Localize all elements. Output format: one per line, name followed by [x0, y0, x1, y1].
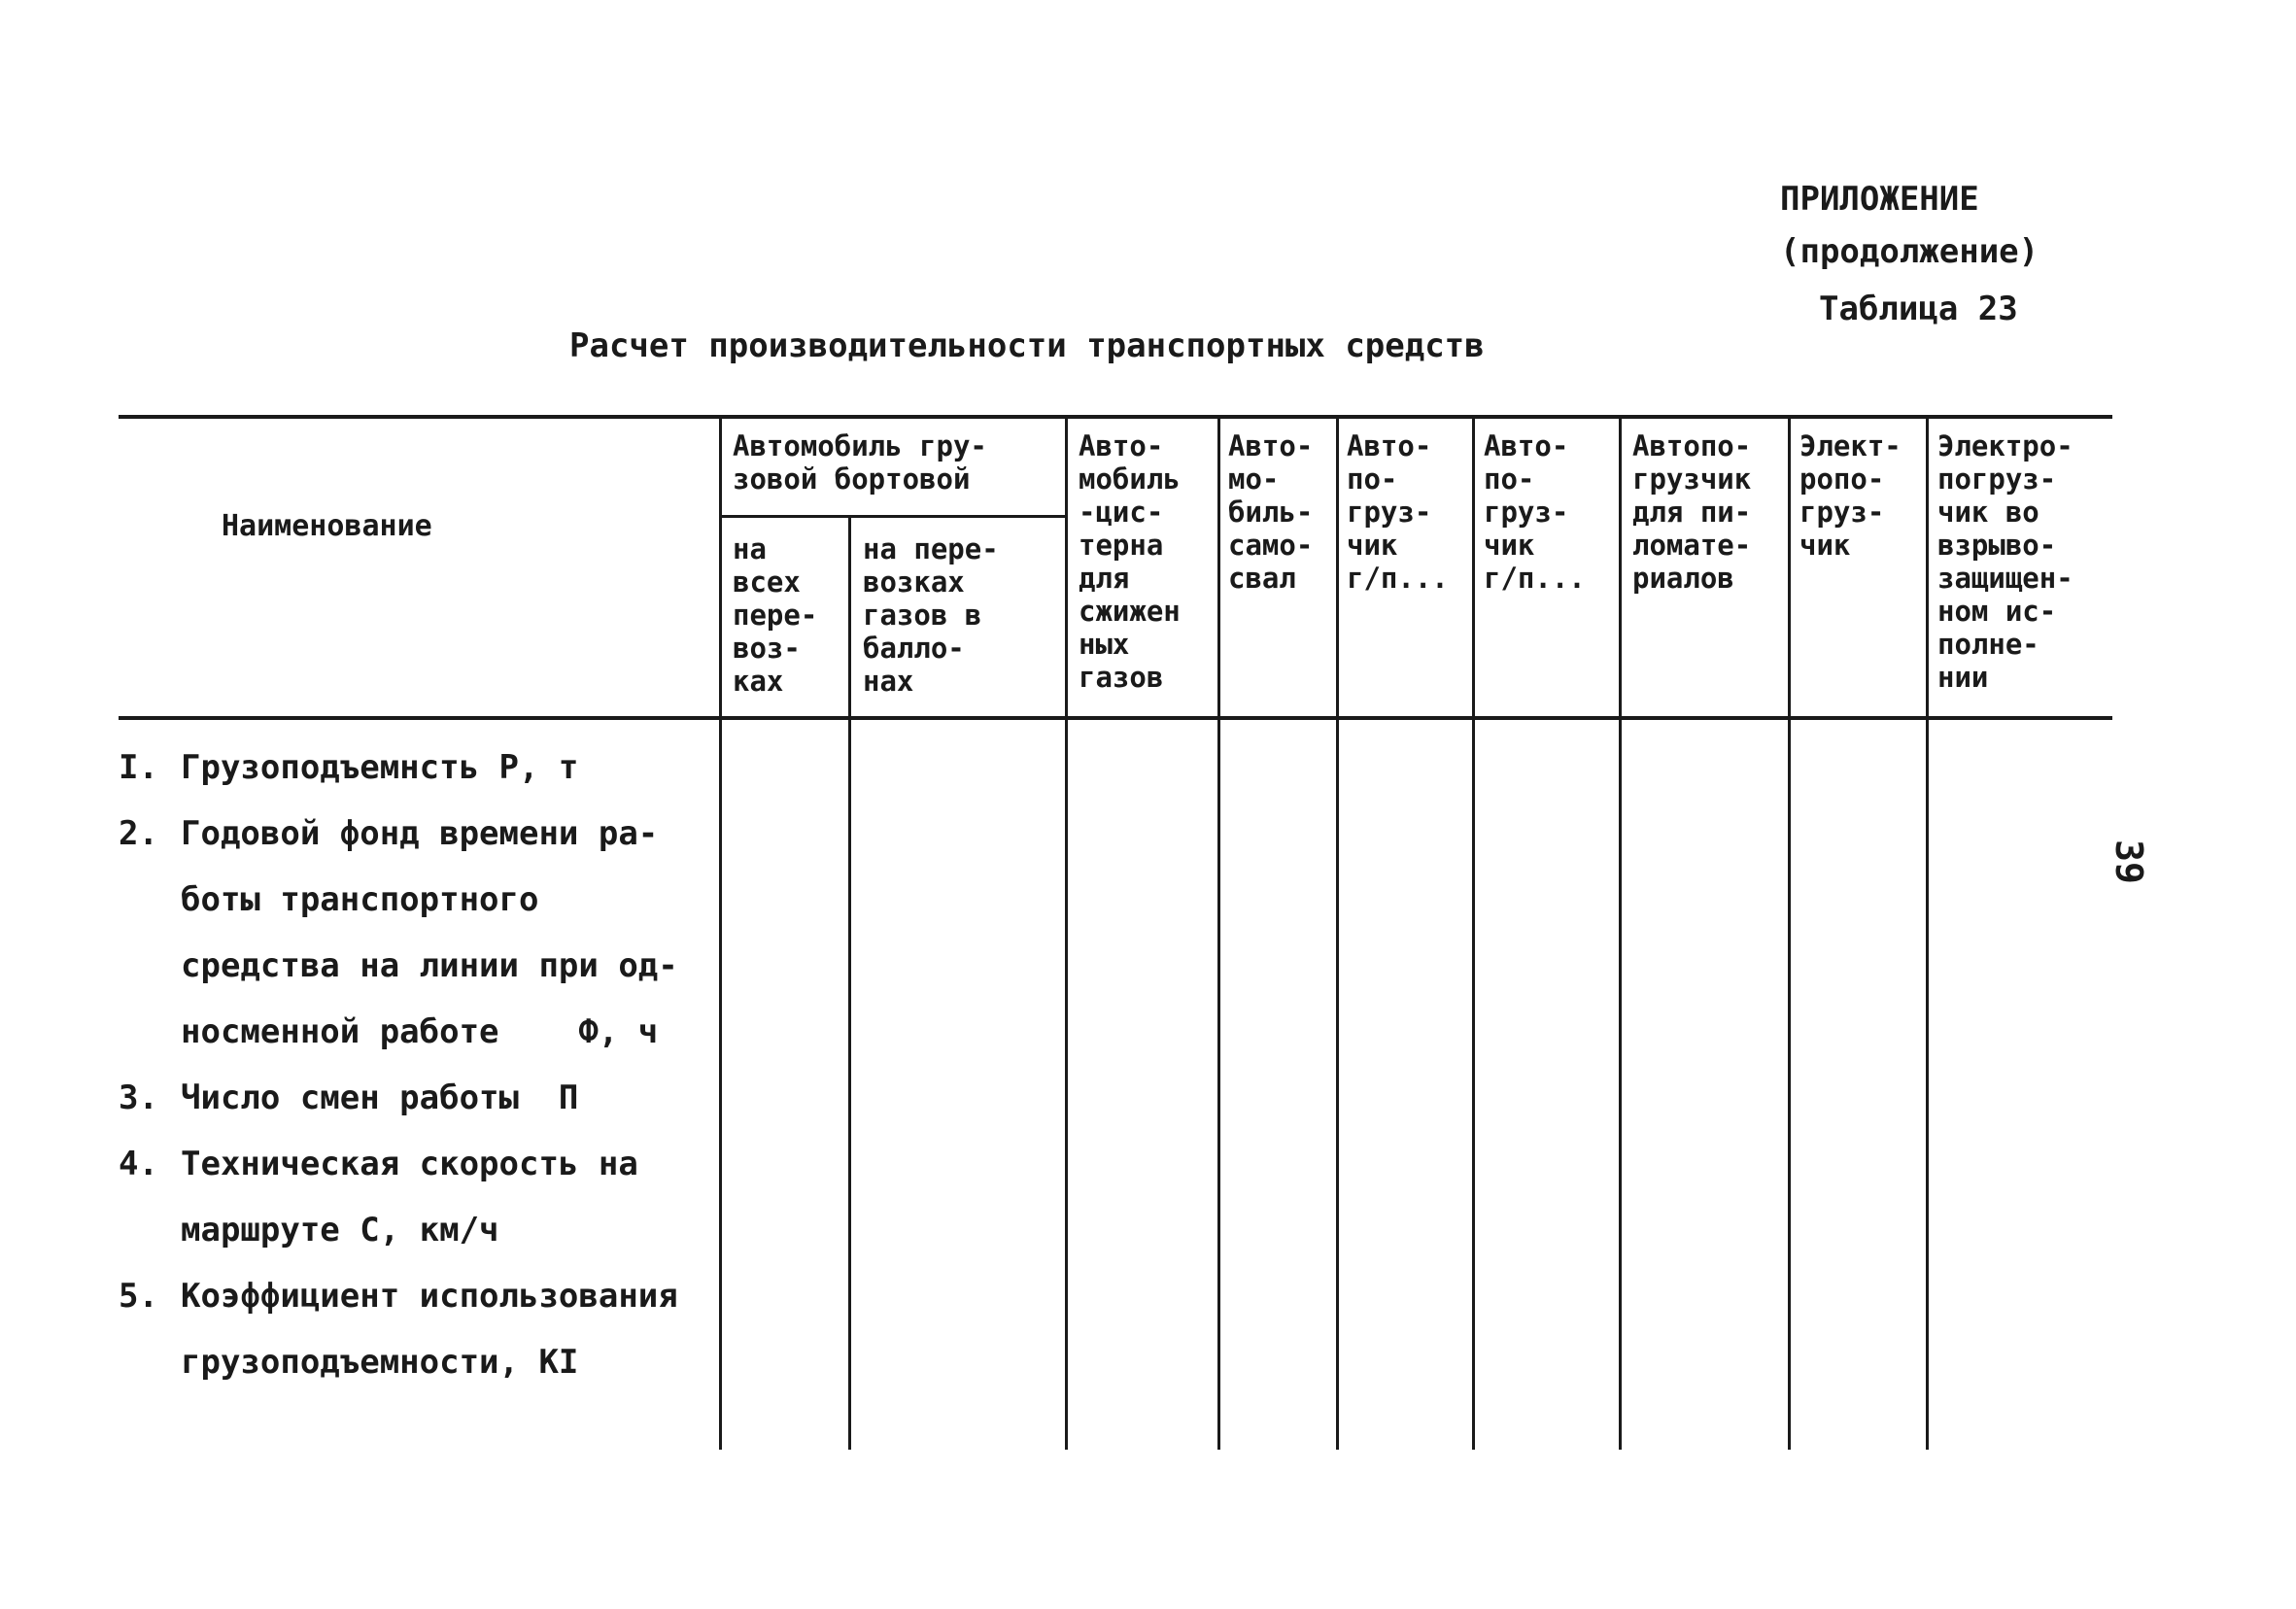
header-tank-truck: Авто- мобиль -цис- терна для сжижен ных газов: [1079, 429, 1181, 694]
header-dump-truck: Авто- мо- биль- само- свал: [1228, 429, 1314, 595]
column-rule: [1472, 418, 1475, 1450]
column-rule: [1788, 418, 1791, 1450]
table-row-labels: [119, 735, 721, 1395]
header-forklift-1: Авто- по- груз- чик г/п...: [1347, 429, 1449, 595]
header-bottom-rule: [119, 716, 2112, 720]
table-row: [119, 1131, 721, 1197]
table-row: [119, 801, 721, 867]
header-lumber-forklift: Автопо- грузчик для пи- ломате- риалов: [1632, 429, 1752, 595]
row-label: Число смен работы П: [181, 1078, 579, 1117]
name-column-header: Наименование: [222, 509, 432, 543]
row-number: 4.: [119, 1145, 158, 1183]
page-number: 39: [2107, 839, 2150, 884]
table-top-rule: [119, 415, 2112, 419]
table-row-continued: [119, 933, 721, 999]
table-row-continued: [119, 1329, 721, 1395]
table-row: [119, 735, 721, 801]
table-row: [119, 1065, 721, 1131]
header-explosion-proof-loader: Электро- погруз- чик во взрыво- защищен- ном ис- полне- нии: [1937, 429, 2073, 694]
table-number: Таблица 23: [1819, 290, 2018, 328]
appendix-title: ПРИЛОЖЕНИЕ: [1780, 180, 1979, 219]
table-row-continued: [119, 867, 721, 933]
row-label: Техническая скорость на: [181, 1145, 638, 1183]
row-label: Коэффициент использования: [181, 1277, 678, 1316]
document-title: Расчет производительности транспортных средств: [569, 326, 1485, 365]
table-row: [119, 1263, 721, 1329]
table-row-continued: [119, 1197, 721, 1263]
table-row-continued: [119, 999, 721, 1065]
group-header-rule: [721, 515, 1067, 518]
column-rule: [1926, 418, 1929, 1450]
group-header-truck: Автомобиль гру- зовой бортовой: [733, 429, 987, 496]
row-number: 2.: [119, 814, 158, 853]
appendix-label: [1780, 173, 2039, 278]
row-number: I.: [119, 748, 158, 787]
subheader-gas-cylinders: на пере- возках газов в балло- нах: [863, 532, 999, 698]
header-electric-loader: Элект- ропо- груз- чик: [1799, 429, 1902, 562]
column-rule: [1065, 418, 1068, 1450]
row-number: 5.: [119, 1277, 158, 1316]
column-rule: [848, 517, 851, 1450]
row-label: боты транспортного: [181, 880, 539, 919]
row-label: средства на линии при од-: [181, 946, 678, 985]
column-rule: [1619, 418, 1622, 1450]
subheader-all-transport: на всех пере- воз- ках: [733, 532, 818, 698]
row-label: Грузоподъемнсть Р, т: [181, 748, 579, 787]
column-rule: [1217, 418, 1220, 1450]
header-forklift-2: Авто- по- груз- чик г/п...: [1484, 429, 1586, 595]
row-label: маршруте С, км/ч: [181, 1211, 499, 1250]
column-rule: [1336, 418, 1339, 1450]
row-label: носменной работе Ф, ч: [181, 1012, 659, 1051]
appendix-subtitle: (продолжение): [1780, 232, 2039, 271]
row-label: Годовой фонд времени ра-: [181, 814, 659, 853]
row-label: грузоподъемности, КІ: [181, 1343, 579, 1382]
row-number: 3.: [119, 1078, 158, 1117]
